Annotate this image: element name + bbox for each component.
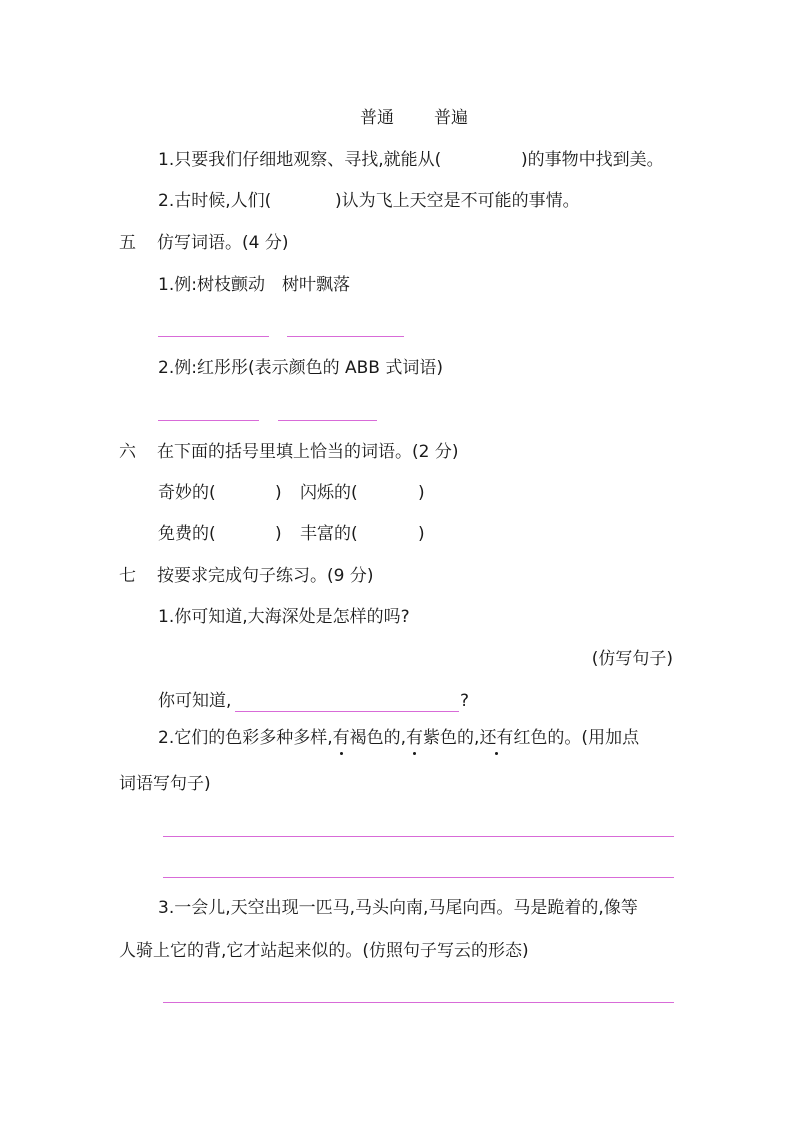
answer-line[interactable]: [163, 877, 674, 878]
q7-1-prefix: 你可知道,: [158, 691, 232, 711]
answer-line[interactable]: [163, 836, 674, 837]
section-5-number: 五: [119, 233, 136, 253]
q7-3-line-2: 人骑上它的背,它才站起来似的。(仿照句子写云的形态): [119, 941, 529, 961]
dotted-word: 有: [332, 728, 350, 748]
fill-item-prefix: 闪烁的(: [300, 483, 358, 503]
answer-line[interactable]: [158, 336, 269, 337]
section-5-example-2: 2.例:红彤彤(表示颜色的 ABB 式词语): [158, 358, 443, 378]
word-option-1: 普通: [360, 108, 394, 128]
q7-2-part: 红色的。(用加点: [513, 728, 640, 748]
answer-line[interactable]: [287, 336, 404, 337]
fill-item-suffix: ): [418, 524, 425, 544]
q7-2-line-2: 词语写句子): [119, 774, 211, 794]
q7-3-line-1: 3.一会儿,天空出现一匹马,马头向南,马尾向西。马是跪着的,像等: [158, 898, 638, 918]
q7-2-part: 紫色的,: [423, 728, 480, 748]
fill-item-prefix: 丰富的(: [300, 524, 358, 544]
fill-item-suffix: ): [275, 483, 282, 503]
section-7-title: 按要求完成句子练习。(9 分): [157, 566, 374, 586]
q4-item-2-after: )认为飞上天空是不可能的事情。: [335, 191, 580, 211]
q7-1-text: 1.你可知道,大海深处是怎样的吗?: [158, 607, 410, 627]
section-6-number: 六: [119, 442, 136, 462]
fill-item-suffix: ): [275, 524, 282, 544]
q7-2-part: 2.它们的色彩多种多样,: [158, 728, 333, 748]
fill-item-prefix: 免费的(: [158, 524, 216, 544]
section-5-title: 仿写词语。(4 分): [157, 233, 289, 253]
fill-item-suffix: ): [418, 483, 425, 503]
answer-line[interactable]: [158, 420, 259, 421]
q7-1-suffix: ?: [460, 691, 470, 711]
answer-line[interactable]: [163, 1002, 674, 1003]
q7-2-part: 褐色的,: [349, 728, 407, 748]
dotted-word: 还有: [479, 728, 514, 748]
section-6-title: 在下面的括号里填上恰当的词语。(2 分): [157, 442, 459, 462]
q4-item-1-after: )的事物中找到美。: [521, 150, 664, 170]
word-option-2: 普遍: [434, 108, 468, 128]
fill-item-prefix: 奇妙的(: [158, 483, 216, 503]
section-7-number: 七: [119, 566, 136, 586]
q4-item-1-before: 1.只要我们仔细地观察、寻找,就能从(: [158, 150, 442, 170]
answer-line[interactable]: [235, 711, 459, 712]
dotted-word: 有: [406, 728, 424, 748]
answer-line[interactable]: [278, 420, 377, 421]
q7-1-hint: (仿写句子): [591, 649, 673, 669]
q7-2-line-1: [158, 727, 639, 749]
section-5-example-1: 1.例:树枝颤动 树叶飘落: [158, 275, 350, 295]
q4-item-2-before: 2.古时候,人们(: [158, 191, 272, 211]
